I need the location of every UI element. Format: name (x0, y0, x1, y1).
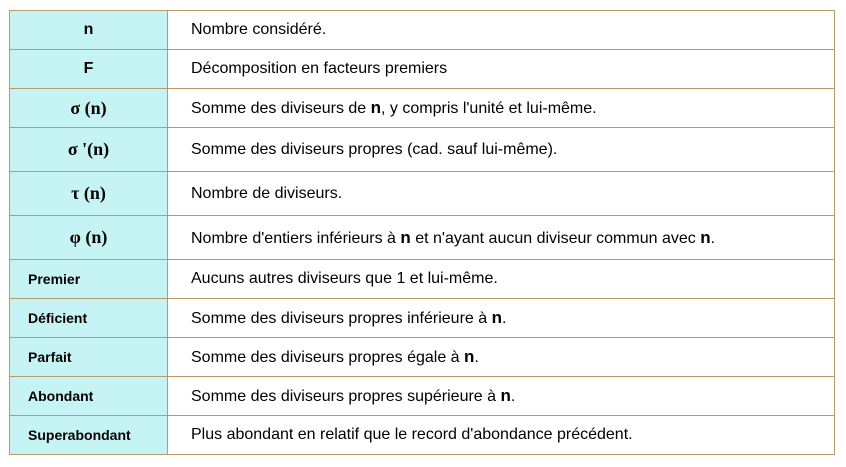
definition-variable: n (700, 227, 711, 247)
definition-cell (168, 377, 835, 416)
definition-text: Somme des diviseurs propres égale à (191, 349, 465, 366)
definition-text: Plus abondant en relatif que le record d'abondance précédent. (191, 426, 633, 443)
definition-text: . (510, 388, 516, 405)
table-row (10, 128, 835, 172)
definition-cell (168, 11, 835, 50)
term-cell: Parfait (10, 338, 168, 377)
definition-text: Somme des diviseurs de (191, 100, 371, 117)
definition-variable: n (491, 308, 502, 327)
definition-cell (168, 128, 835, 172)
table-row (10, 216, 835, 260)
definitions-table (9, 10, 835, 455)
definition-cell (168, 216, 835, 260)
table-row (10, 338, 835, 377)
definition-text: Décomposition en facteurs premiers (191, 60, 448, 77)
definition-text: Nombre considéré. (191, 21, 327, 38)
definition-text: Aucuns autres diviseurs que 1 et lui-même. (191, 270, 498, 287)
table-row (10, 89, 835, 128)
term-cell: Superabondant (10, 416, 168, 455)
definition-text: . (474, 349, 479, 366)
term-cell: τ (n) (10, 172, 168, 216)
definition-cell (168, 89, 835, 128)
table-row (10, 11, 835, 50)
term-cell: Premier (10, 260, 168, 299)
table-row (10, 377, 835, 416)
definition-cell (168, 416, 835, 455)
definition-text: Somme des diviseurs propres (cad. sauf lui-même). (191, 140, 558, 158)
definition-variable: n (500, 386, 511, 405)
definitions-table-body (10, 11, 835, 455)
definition-text: . (710, 229, 716, 247)
term-cell: Abondant (10, 377, 168, 416)
definition-cell (168, 172, 835, 216)
term-cell: σ (n) (10, 89, 168, 128)
term-cell: σ '(n) (10, 128, 168, 172)
definition-text: . (501, 310, 507, 327)
definition-cell (168, 260, 835, 299)
table-row (10, 299, 835, 338)
definition-text: Nombre d'entiers inférieurs à (191, 229, 401, 247)
term-cell: φ (n) (10, 216, 168, 260)
term-cell: F (10, 50, 168, 89)
table-row (10, 172, 835, 216)
definition-cell (168, 50, 835, 89)
table-row (10, 260, 835, 299)
definition-cell (168, 299, 835, 338)
table-row (10, 416, 835, 455)
definition-text: Somme des diviseurs propres inférieure à (191, 310, 492, 327)
definition-text: Nombre de diviseurs. (191, 184, 343, 202)
table-row (10, 50, 835, 89)
definition-text: Somme des diviseurs propres supérieure à (191, 388, 501, 405)
definition-variable: n (370, 98, 382, 117)
term-cell: n (10, 11, 168, 50)
definition-variable: n (464, 347, 475, 366)
definition-cell (168, 338, 835, 377)
term-cell: Déficient (10, 299, 168, 338)
definition-text: , y compris l'unité et lui-même. (381, 100, 597, 117)
definition-text: et n'ayant aucun diviseur commun avec (410, 229, 701, 247)
definition-variable: n (400, 227, 411, 247)
